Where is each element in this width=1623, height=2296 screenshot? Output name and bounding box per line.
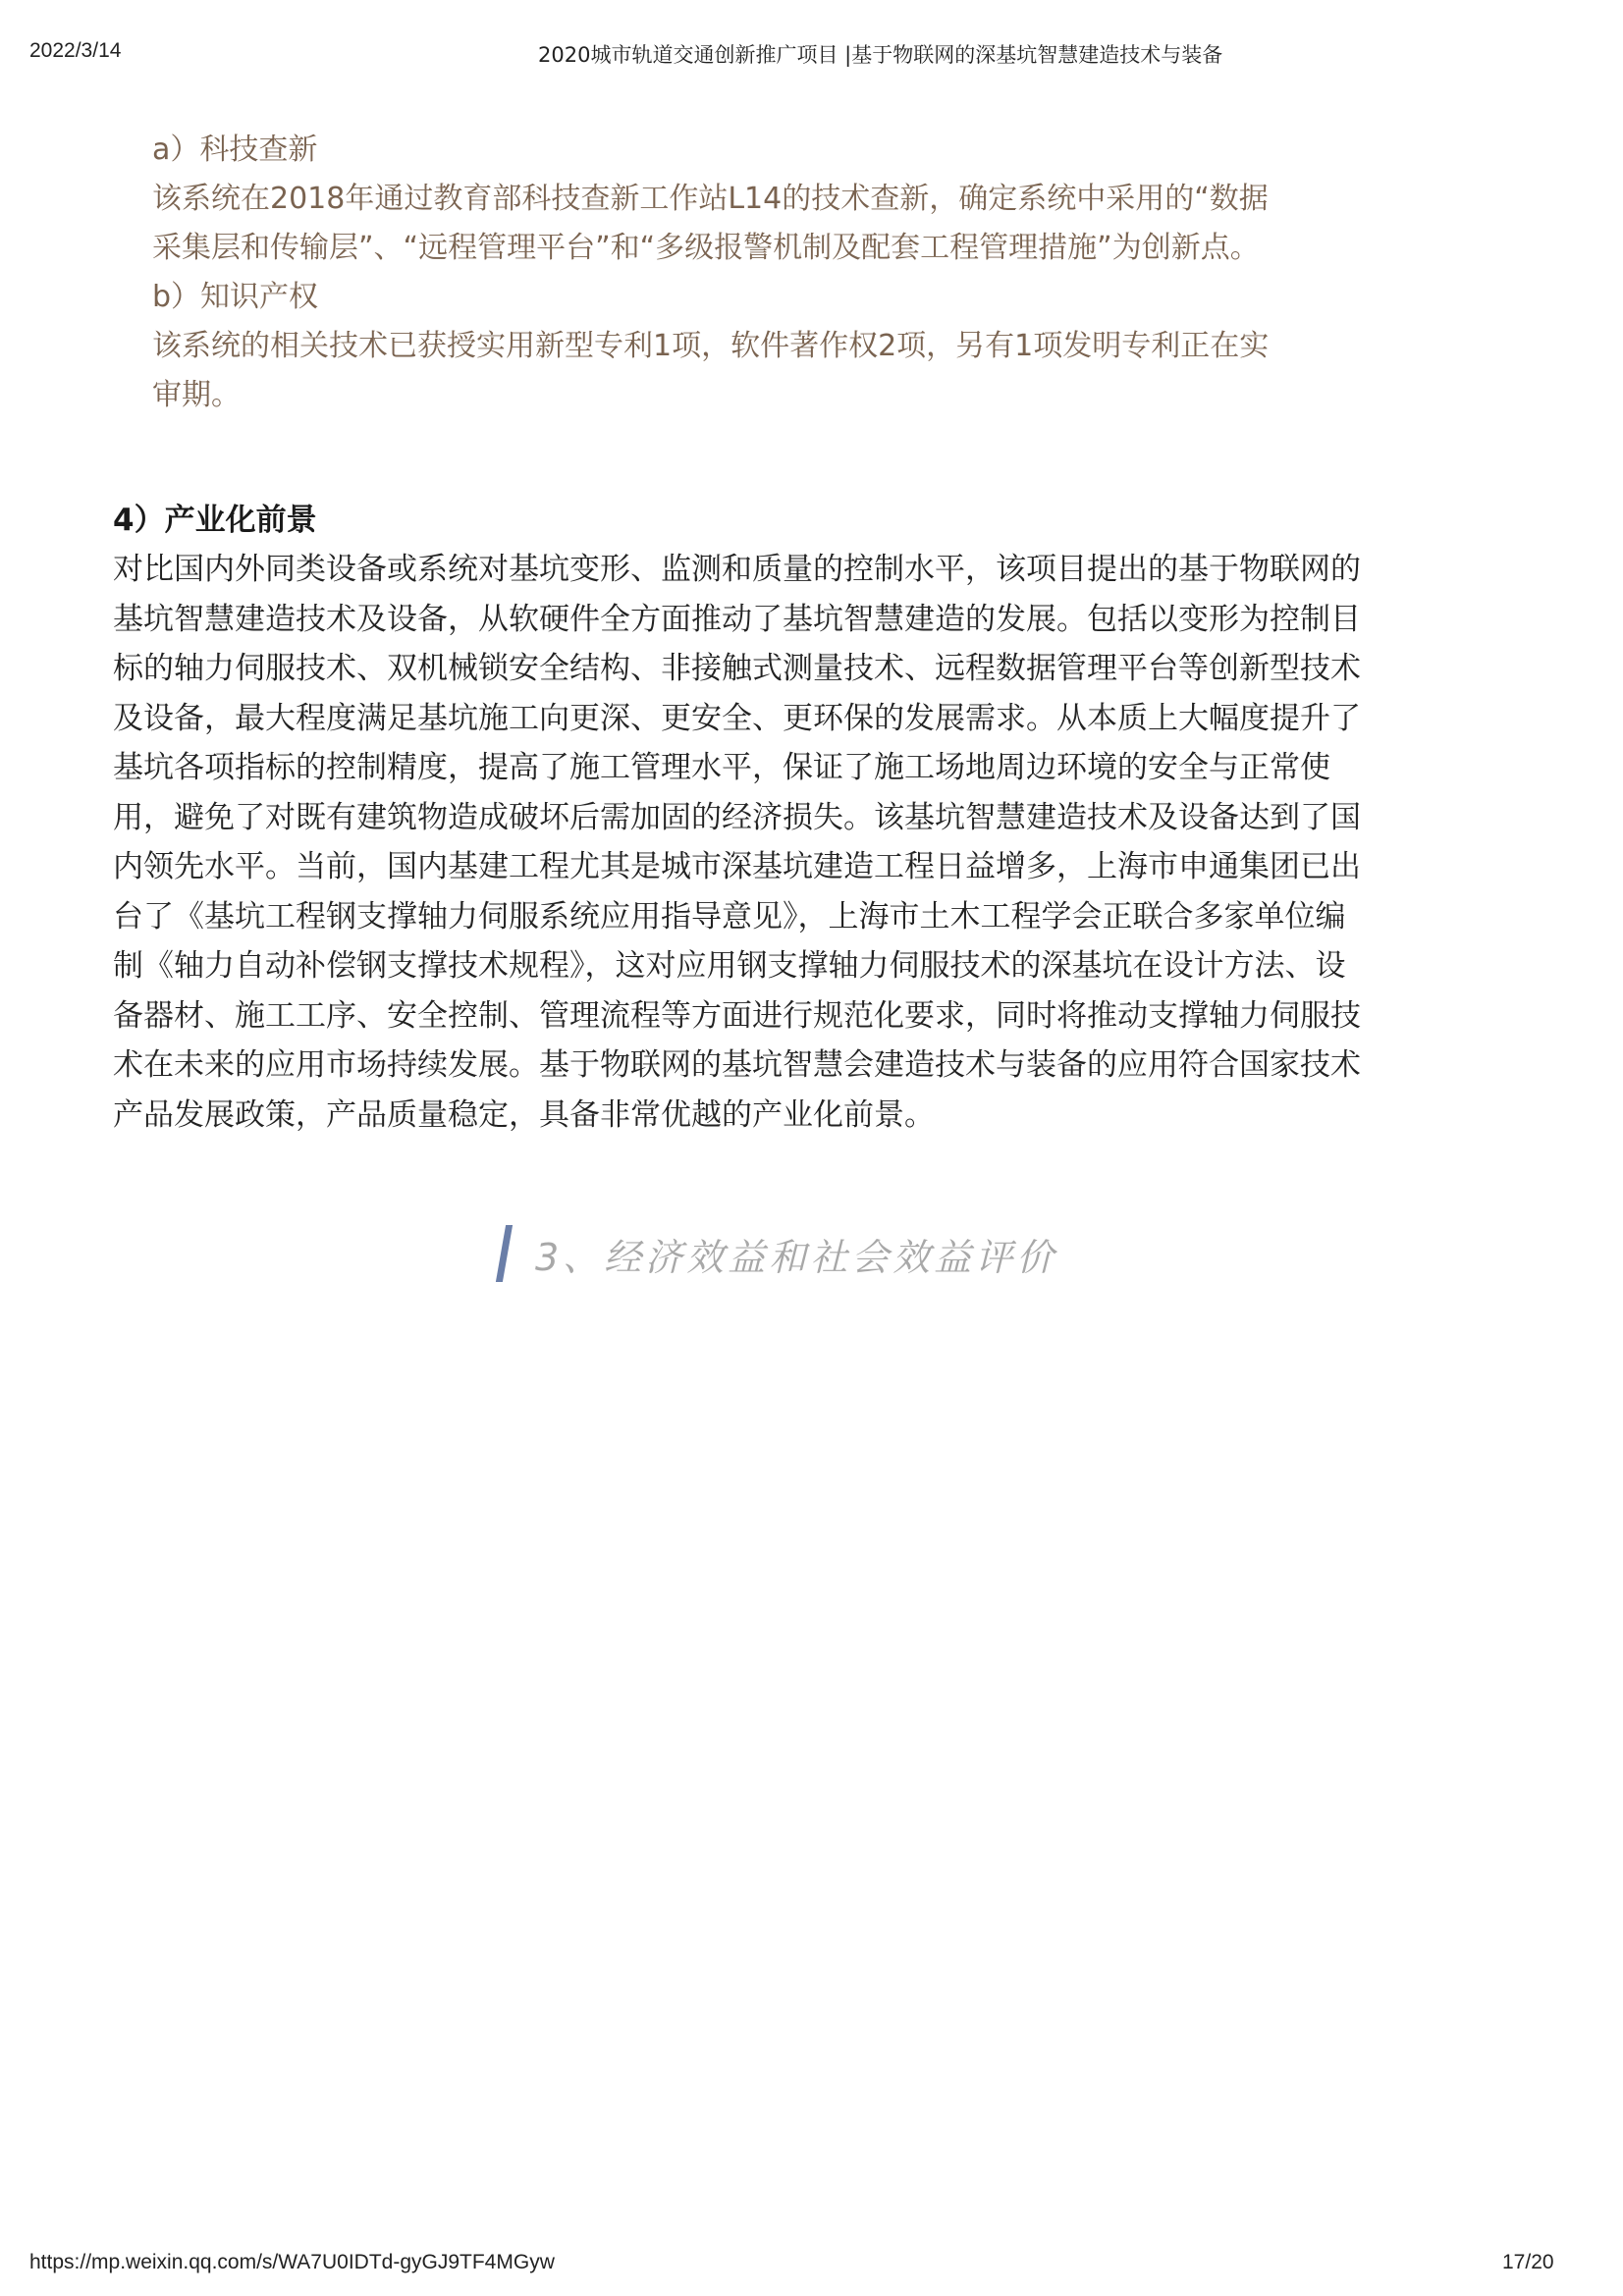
heading-text: 3、经济效益和社会效益评价 xyxy=(535,1235,1058,1279)
innovation-block xyxy=(152,126,1527,420)
heading-accent-bar xyxy=(496,1225,513,1282)
paragraph-line: 及设备，最大程度满足基坑施工向更深、更安全、更环保的发展需求。从本质上大幅度提升了 xyxy=(113,700,1361,736)
paragraph-line: 产品发展政策，产品质量稳定，具备非常优越的产业化前景。 xyxy=(113,1096,935,1133)
item-a-text-line: 采集层和传输层”、“远程管理平台”和“多级报警机制及配套工程管理措施”为创新点。 xyxy=(152,231,1260,265)
item-b-title: b）知识产权 xyxy=(152,280,319,314)
page-number: 17/20 xyxy=(1502,2251,1554,2273)
paragraph-line: 术在未来的应用市场持续发展。基于物联网的基坑智慧会建造技术与装备的应用符合国家技术 xyxy=(113,1047,1361,1083)
print-title: 2020城市轨道交通创新推广项目 |基于物联网的深基坑智慧建造技术与装备 xyxy=(538,43,1223,67)
item-b-text-line: 审期。 xyxy=(152,378,241,412)
paragraph-line: 基坑智慧建造技术及设备，从软硬件全方面推动了基坑智慧建造的发展。包括以变形为控制目 xyxy=(113,601,1361,637)
print-date: 2022/3/14 xyxy=(29,39,122,62)
paragraph-line: 标的轴力伺服技术、双机械锁安全结构、非接触式测量技术、远程数据管理平台等创新型技术 xyxy=(113,651,1361,686)
item-a-text-line: 该系统在2018年通过教育部科技查新工作站L14的技术查新，确定系统中采用的“数据 xyxy=(152,182,1269,216)
paragraph-line: 内领先水平。当前，国内基建工程尤其是城市深基坑建造工程日益增多，上海市申通集团已出 xyxy=(113,849,1361,884)
source-url: https://mp.weixin.qq.com/s/WA7U0IDTd-gyGJ9TF4MGyw xyxy=(29,2251,555,2273)
item-a-title: a）科技查新 xyxy=(152,133,318,167)
paragraph-line: 台了《基坑工程钢支撑轴力伺服系统应用指导意见》，上海市土木工程学会正联合多家单位编 xyxy=(113,898,1346,934)
paragraph-line: 对比国内外同类设备或系统对基坑变形、监测和质量的控制水平，该项目提出的基于物联网的 xyxy=(113,552,1361,587)
paragraph-line: 备器材、施工工序、安全控制、管理流程等方面进行规范化要求，同时将推动支撑轴力伺服技 xyxy=(113,997,1361,1034)
paragraph-line: 基坑各项指标的控制精度，提高了施工管理水平，保证了施工场地周边环境的安全与正常使 xyxy=(113,750,1330,785)
paragraph-line: 用，避免了对既有建筑物造成破坏后需加固的经济损失。该基坑智慧建造技术及设备达到了国 xyxy=(113,799,1361,835)
industrialization-section xyxy=(113,496,1527,1140)
section-heading-3 xyxy=(501,1225,1057,1282)
item-b-text-line: 该系统的相关技术已获授实用新型专利1项，软件著作权2项，另有1项发明专利正在实 xyxy=(152,329,1270,363)
paragraph-line: 制《轴力自动补偿钢支撑技术规程》，这对应用钢支撑轴力伺服技术的深基坑在设计方法、设 xyxy=(113,948,1346,984)
section-title: 4）产业化前景 xyxy=(113,503,317,538)
